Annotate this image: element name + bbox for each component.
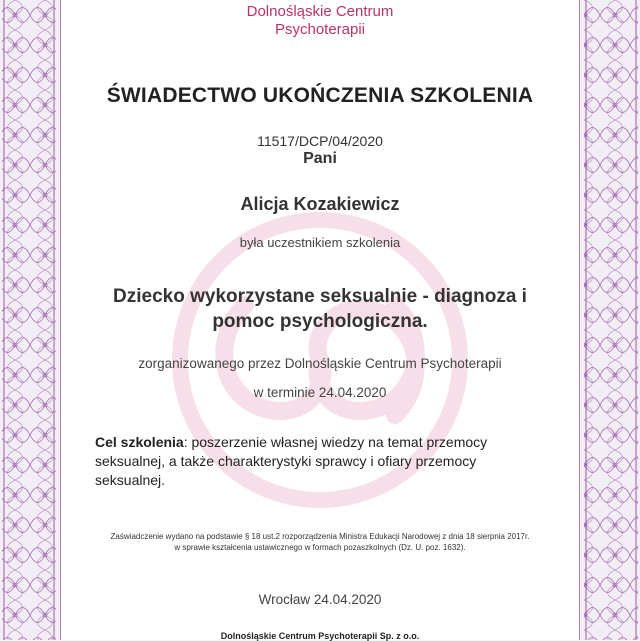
organizer-text: zorganizowanego przez Dolnośląskie Centrum Psychoterapii — [138, 356, 502, 371]
org-logo-line2: Psychoterapii — [274, 21, 366, 38]
participant-name: Alicja Kozakiewicz — [240, 194, 400, 214]
certificate-title: ŚWIADECTWO UKOŃCZENIA SZKOLENIA — [106, 84, 534, 107]
course-title-line2: pomoc psychologiczna. — [212, 311, 428, 332]
legal-basis-line1: Zaświadczenie wydano na podstawie § 18 ust.2 rozporządzenia Ministra Edukacji Narodowej z dnia 18 sierpnia 2017r. — [110, 532, 530, 541]
certificate-content — [60, 0, 580, 640]
course-goal — [95, 433, 535, 490]
legal-basis-line2: w sprawie kształcenia ustawicznego w formach pozaszkolnych (Dz. U. poz. 1632). — [174, 543, 466, 552]
place-date: Wrocław 24.04.2020 — [258, 592, 382, 607]
participation-text: była uczestnikiem szkolenia — [239, 235, 401, 250]
org-logo-line1: Dolnośląskie Centrum — [246, 3, 394, 20]
course-title-line1: Dziecko wykorzystane seksualnie - diagnoza i — [113, 286, 527, 307]
goal-label: Cel szkolenia — [95, 434, 184, 450]
certificate-number: 11517/DCP/04/2020 — [257, 133, 383, 149]
date-text: w terminie 24.04.2020 — [253, 385, 387, 400]
goal-text: : poszerzenie własnej wiedzy na temat przemocy seksualnej, a także charakterystyki sprawcy i ofiary przemocy seksualnej. — [95, 434, 488, 488]
salutation: Pani — [303, 150, 337, 167]
footer-org: Dolnośląskie Centrum Psychoterapii Sp. z o.o. — [220, 631, 420, 641]
